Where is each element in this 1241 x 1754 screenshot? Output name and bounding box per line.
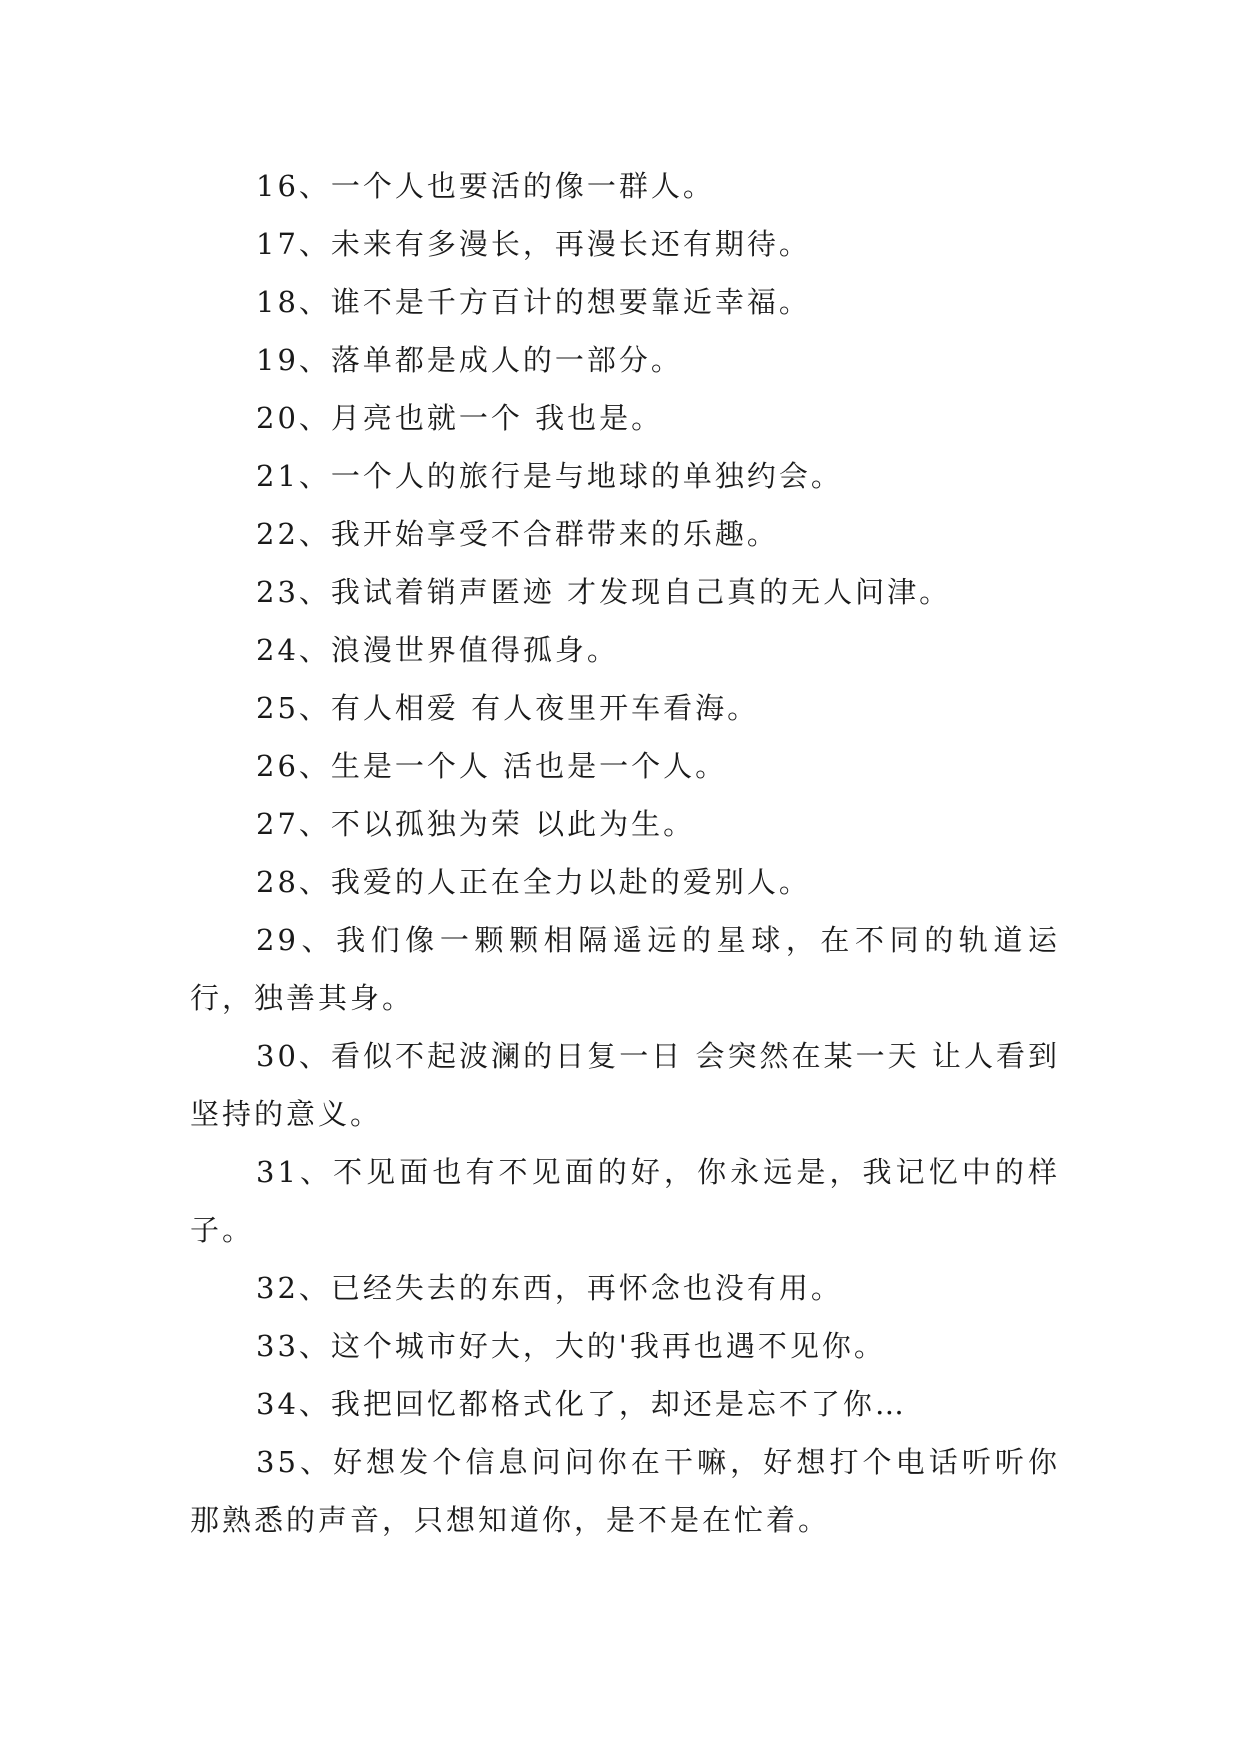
- paragraph-19: 19、落单都是成人的一部分。: [256, 343, 683, 377]
- paragraph-21: 21、一个人的旅行是与地球的单独约会。: [256, 459, 843, 493]
- paragraph-20: 20、月亮也就一个 我也是。: [256, 401, 664, 435]
- paragraph-29: 29、我们像一颗颗相隔遥远的星球，在不同的轨道运行，独善其身。: [190, 923, 1060, 1015]
- paragraph-31: 31、不见面也有不见面的好，你永远是，我记忆中的样子。: [190, 1155, 1060, 1247]
- paragraph-25: 25、有人相爱 有人夜里开车看海。: [256, 691, 760, 725]
- paragraph-26: 26、生是一个人 活也是一个人。: [256, 749, 728, 783]
- paragraph-24: 24、浪漫世界值得孤身。: [256, 633, 619, 667]
- paragraph-35: 35、好想发个信息问问你在干嘛，好想打个电话听听你那熟悉的声音，只想知道你，是不是在忙着。: [190, 1445, 1060, 1537]
- paragraph-28: 28、我爱的人正在全力以赴的爱别人。: [256, 865, 811, 899]
- paragraph-32: 32、已经失去的东西，再怀念也没有用。: [256, 1271, 843, 1305]
- paragraph-34: 34、我把回忆都格式化了，却还是忘不了你…: [256, 1387, 907, 1421]
- paragraph-23: 23、我试着销声匿迹 才发现自己真的无人问津。: [256, 575, 952, 609]
- paragraph-30: 30、看似不起波澜的日复一日 会突然在某一天 让人看到坚持的意义。: [190, 1039, 1060, 1131]
- document-body: [190, 157, 1060, 1549]
- paragraph-22: 22、我开始享受不合群带来的乐趣。: [256, 517, 779, 551]
- paragraph-18: 18、谁不是千方百计的想要靠近幸福。: [256, 285, 811, 319]
- paragraph-17: 17、未来有多漫长，再漫长还有期待。: [256, 227, 811, 261]
- paragraph-16: 16、一个人也要活的像一群人。: [256, 169, 715, 203]
- paragraph-33: 33、这个城市好大，大的'我再也遇不见你。: [256, 1329, 886, 1363]
- paragraph-27: 27、不以孤独为荣 以此为生。: [256, 807, 696, 841]
